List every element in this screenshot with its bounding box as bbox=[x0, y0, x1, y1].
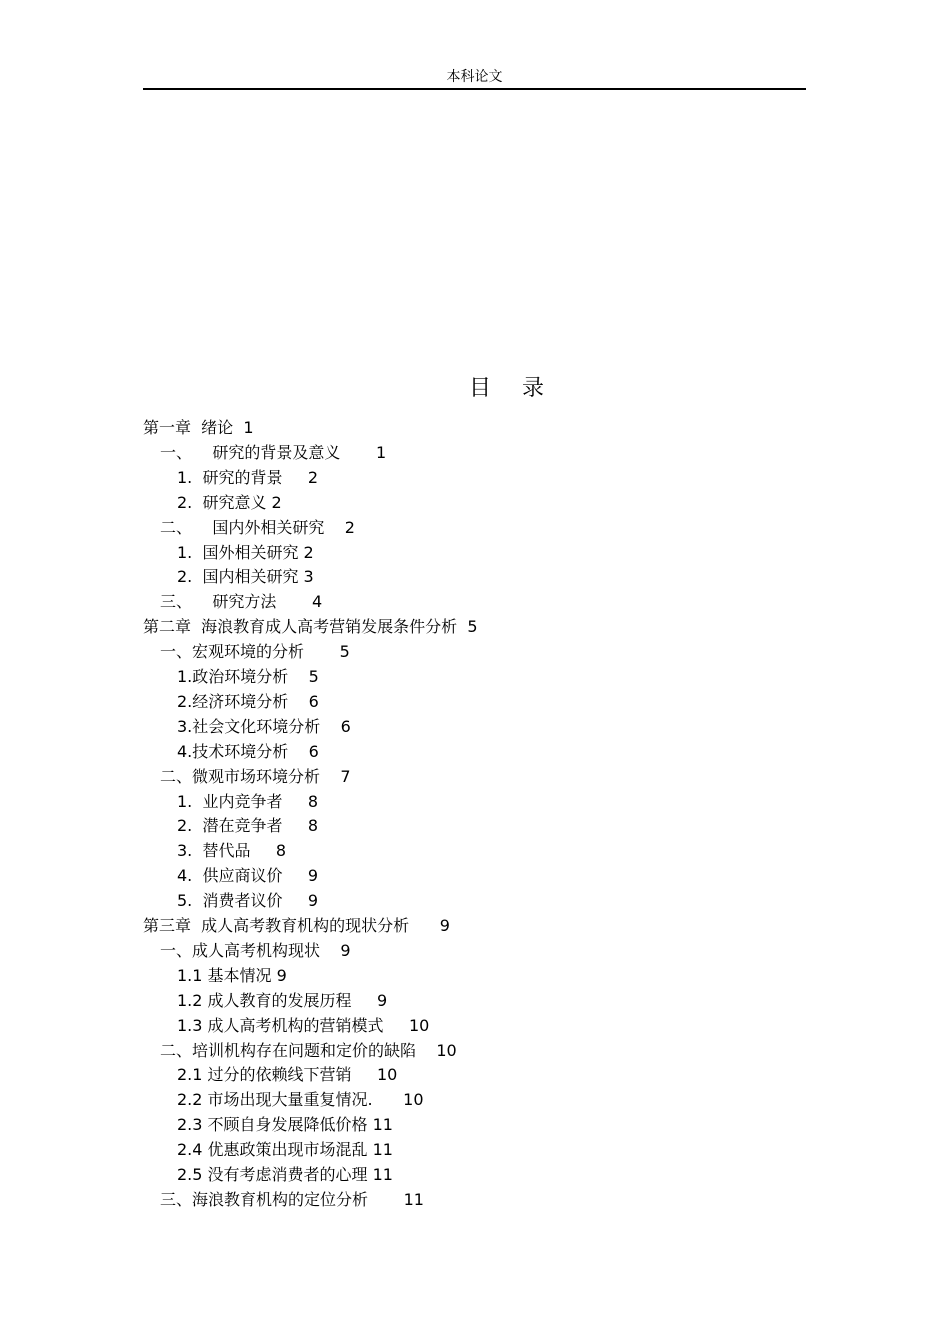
toc-entry[interactable]: 1.2 成人教育的发展历程 9 bbox=[177, 990, 388, 1010]
toc-entry[interactable]: 2. 研究意义 2 bbox=[177, 492, 282, 512]
toc-entry[interactable]: 3.社会文化环境分析 6 bbox=[177, 716, 351, 736]
toc-entry[interactable]: 2.2 市场出现大量重复情况. 10 bbox=[177, 1090, 424, 1110]
toc-entry[interactable]: 一、成人高考机构现状 9 bbox=[160, 940, 351, 960]
toc-entry[interactable]: 三、 研究方法 4 bbox=[160, 592, 323, 612]
toc-entry[interactable]: 二、培训机构存在问题和定价的缺陷 10 bbox=[160, 1040, 457, 1060]
toc-entry[interactable]: 第三章 成人高考教育机构的现状分析 9 bbox=[143, 916, 450, 935]
toc-entry[interactable]: 二、 国内外相关研究 2 bbox=[160, 517, 355, 537]
toc-entry[interactable]: 第一章 绪论 1 bbox=[143, 418, 254, 437]
toc-entry[interactable]: 2. 国内相关研究 3 bbox=[177, 567, 314, 587]
toc-entry[interactable]: 2.4 优惠政策出现市场混乱 11 bbox=[177, 1140, 393, 1160]
toc-entry[interactable]: 1.1 基本情况 9 bbox=[177, 965, 287, 985]
toc-entry[interactable]: 1.政治环境分析 5 bbox=[177, 667, 319, 686]
toc-title: 目 录 bbox=[469, 376, 556, 401]
toc-entry[interactable]: 1. 研究的背景 2 bbox=[177, 467, 319, 487]
toc-entry[interactable]: 第二章 海浪教育成人高考营销发展条件分析 5 bbox=[143, 617, 478, 637]
toc-entry[interactable]: 三、海浪教育机构的定位分析 11 bbox=[160, 1189, 424, 1209]
toc-entry[interactable]: 1. 国外相关研究 2 bbox=[177, 542, 314, 562]
page-header: 本科论文 bbox=[143, 66, 806, 90]
toc-entry[interactable]: 二、微观市场环境分析 7 bbox=[160, 766, 351, 786]
toc-entry[interactable]: 2.5 没有考虑消费者的心理 11 bbox=[177, 1165, 393, 1184]
toc-entry[interactable]: 2.3 不顾自身发展降低价格 11 bbox=[177, 1115, 393, 1135]
toc-entry[interactable]: 4. 供应商议价 9 bbox=[177, 866, 319, 886]
toc-entry[interactable]: 2.经济环境分析 6 bbox=[177, 691, 319, 711]
toc-entry[interactable]: 4.技术环境分析 6 bbox=[177, 741, 319, 761]
toc-entry[interactable]: 3. 替代品 8 bbox=[177, 841, 287, 861]
toc-entry[interactable]: 1. 业内竞争者 8 bbox=[177, 791, 319, 811]
toc-entry[interactable]: 1.3 成人高考机构的营销模式 10 bbox=[177, 1015, 430, 1035]
toc-entry[interactable]: 5. 消费者议价 9 bbox=[177, 891, 319, 911]
toc-entry[interactable]: 一、 研究的背景及意义 1 bbox=[160, 442, 387, 462]
toc-entry[interactable]: 2.1 过分的依赖线下营销 10 bbox=[177, 1065, 398, 1085]
toc-entry[interactable]: 2. 潜在竞争者 8 bbox=[177, 816, 319, 836]
toc-entry[interactable]: 一、宏观环境的分析 5 bbox=[160, 642, 350, 662]
